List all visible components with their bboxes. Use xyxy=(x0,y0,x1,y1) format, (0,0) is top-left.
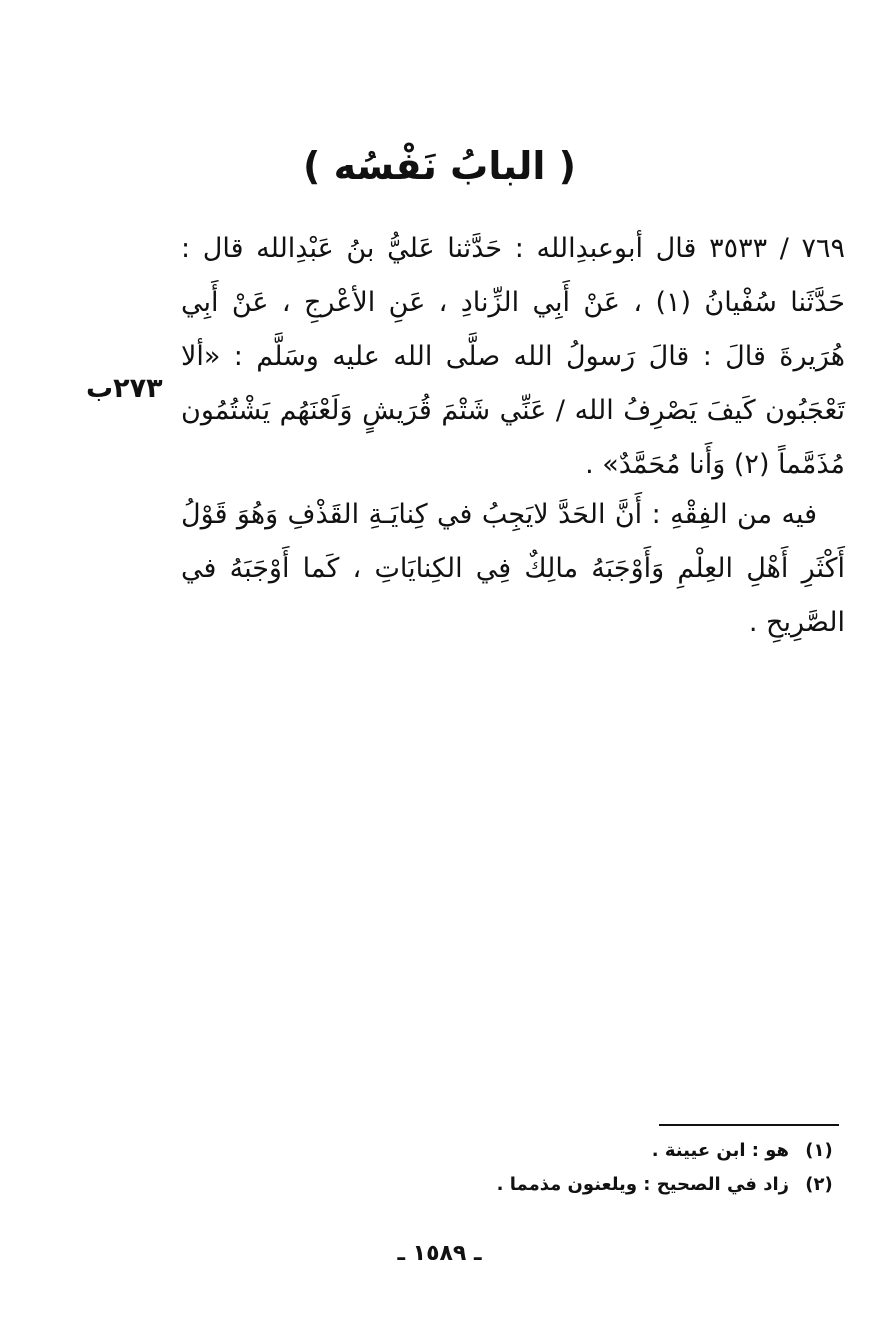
hadith-paragraph xyxy=(181,222,845,492)
page-number: ـ ١٥٨٩ ـ xyxy=(397,1241,482,1266)
manuscript-folio-note: ٢٧٣ب xyxy=(86,373,163,404)
chapter-title: ( البابُ نَفْسُه ) xyxy=(302,144,576,188)
fiqh-text: فيه من الفِقْهِ : أَنَّ الحَدَّ لايَجِبُ في كِنايَـةِ القَذْفِ وَهُوَ قَوْلُ أَكْثَرِ أَهْلِ العِلْمِ وَأَوْجَبَهُ مالِكٌ فِي الكِنايَاتِ ، كَما أَوْجَبَهُ في الصَّرِيحِ . xyxy=(181,499,845,638)
footnote-item xyxy=(149,1168,849,1202)
footnote-number: (٢) xyxy=(805,1174,833,1195)
footnote-divider xyxy=(659,1124,839,1126)
footnote-text: زاد في الصحيح : ويلعنون مذمما . xyxy=(496,1174,789,1195)
footnote-number: (١) xyxy=(805,1140,833,1161)
hadith-text: ٧٦٩ / ٣٥٣٣ قال أبوعبدِالله : حَدَّثنا عَليُّ بنُ عَبْدِالله قال : حَدَّثَنا سُفْيانُ (١) ، عَنْ أَبِي الزِّنادِ ، عَنِ الأعْرجِ ، عَنْ أَبِي هُرَيرةَ قالَ : قالَ رَسولُ الله صلَّى الله عليه وسَلَّم : «ألا تَعْجَبُون كَيفَ يَصْرِفُ الله / عَنِّي شَتْمَ قُرَيشٍ وَلَعْنَهُم يَشْتُمُون مُذَمَّماً (٢) وَأَنا مُحَمَّدٌ» . xyxy=(181,233,845,480)
footnote-item xyxy=(149,1134,849,1168)
fiqh-paragraph xyxy=(181,488,845,650)
footnote-text: هو : ابن عيينة . xyxy=(651,1140,789,1161)
footnotes xyxy=(149,1134,849,1202)
